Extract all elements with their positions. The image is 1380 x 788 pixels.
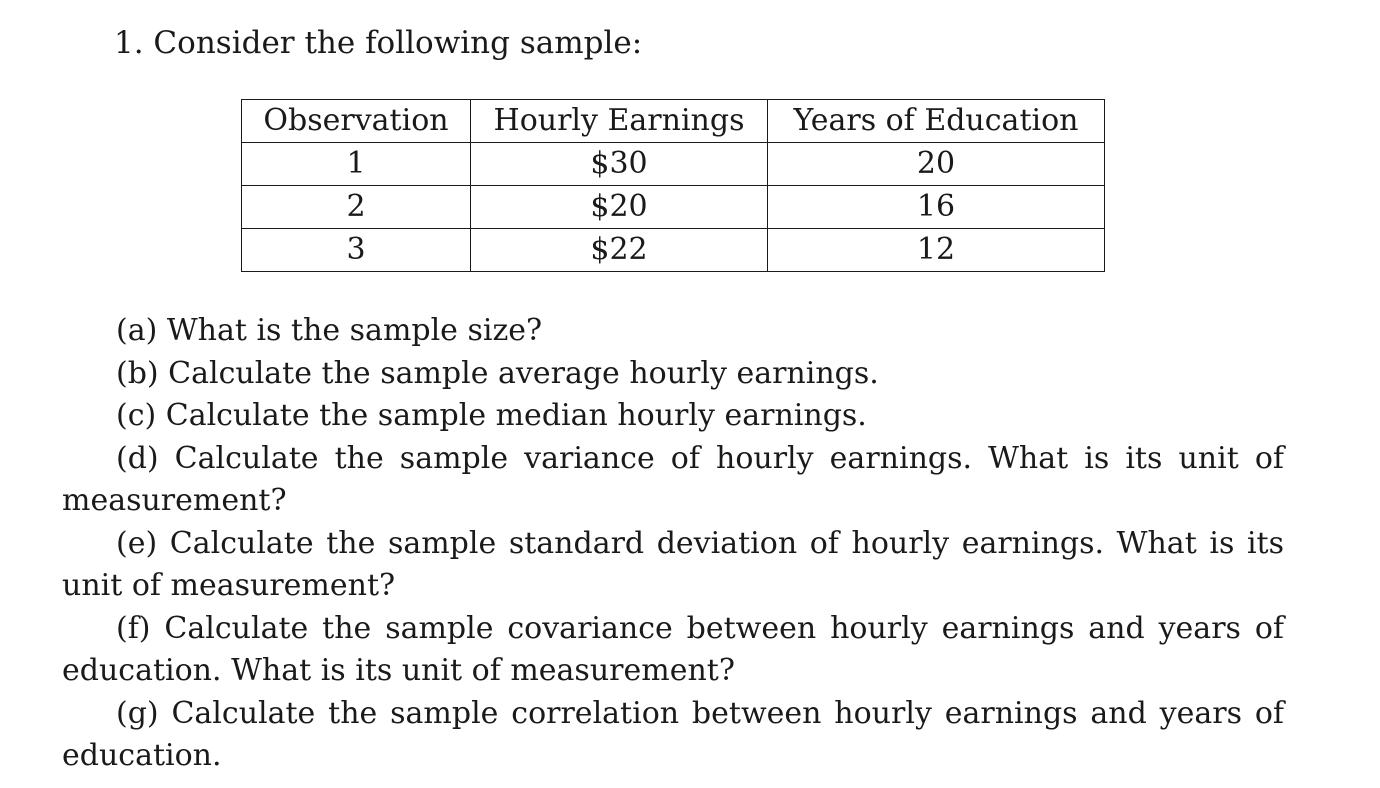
- cell-years-of-education: 12: [768, 229, 1105, 272]
- cell-observation: 3: [242, 229, 471, 272]
- table-row: [242, 229, 1105, 272]
- cell-years-of-education: 16: [768, 186, 1105, 229]
- problem-title: 1. Consider the following sample:: [114, 25, 643, 61]
- cell-observation: 2: [242, 186, 471, 229]
- question-b: (b) Calculate the sample average hourly earnings.: [116, 355, 879, 391]
- cell-observation: 1: [242, 143, 471, 186]
- question-c: (c) Calculate the sample median hourly earnings.: [116, 398, 867, 433]
- question-d: (d) Calculate the sample variance of hourly earnings. What is its unit of measurement?: [62, 440, 1284, 518]
- header-observation: Observation: [242, 100, 471, 143]
- header-hourly-earnings: Hourly Earnings: [471, 100, 768, 143]
- cell-years-of-education: 20: [768, 143, 1105, 186]
- sample-table: [241, 99, 1105, 272]
- table-row: [242, 186, 1105, 229]
- table-header-row: [242, 100, 1105, 143]
- table-row: [242, 143, 1105, 186]
- header-years-of-education: Years of Education: [768, 100, 1105, 143]
- cell-hourly-earnings: $22: [471, 229, 768, 272]
- question-g: (g) Calculate the sample correlation between hourly earnings and years of education.: [62, 695, 1284, 773]
- question-list: [62, 310, 1284, 778]
- question-f: (f) Calculate the sample covariance between hourly earnings and years of education. What is its unit of measurement?: [62, 610, 1284, 688]
- question-e: (e) Calculate the sample standard deviation of hourly earnings. What is its unit of measurement?: [62, 525, 1284, 603]
- cell-hourly-earnings: $20: [471, 186, 768, 229]
- cell-hourly-earnings: $30: [471, 143, 768, 186]
- question-a: (a) What is the sample size?: [116, 313, 543, 348]
